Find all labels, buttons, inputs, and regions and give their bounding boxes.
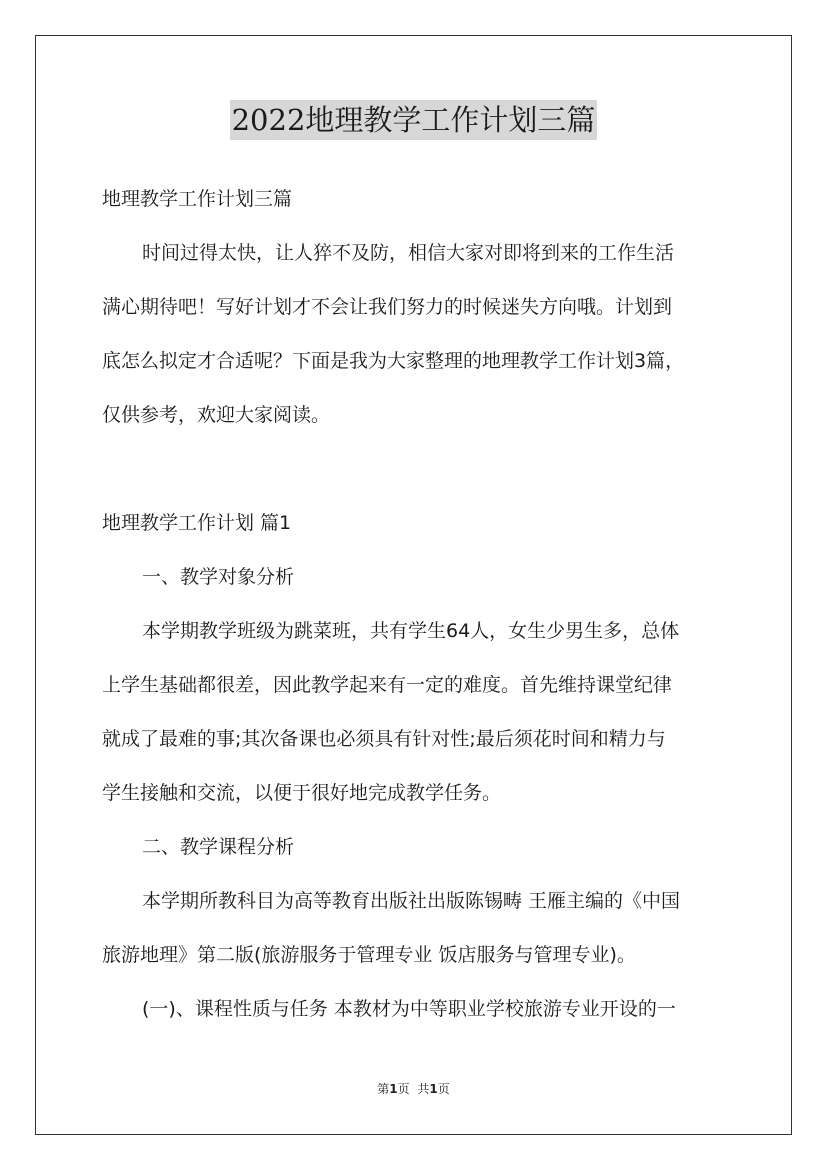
page-number: 1 (389, 1082, 398, 1096)
part1-heading: 一、教学对象分析 (142, 566, 295, 588)
page-suffix: 页 (397, 1082, 410, 1096)
spacer (102, 442, 730, 496)
part1-line-2: 上学生基础都很差，因此教学起来有一定的难度。首先维持课堂纪律 (102, 674, 673, 696)
part3-line: (一)、课程性质与任务 本教材为中等职业学校旅游专业开设的一 (142, 998, 676, 1020)
part1-line-3: 就成了最难的事;其次备课也必须具有针对性;最后须花时间和精力与 (102, 728, 666, 750)
section-heading: 地理教学工作计划 篇1 (102, 512, 292, 534)
part1-line-4: 学生接触和交流，以便于很好地完成教学任务。 (102, 782, 502, 804)
title-container (0, 100, 827, 140)
page-footer (0, 1080, 827, 1097)
part2-line-1: 本学期所教科目为高等教育出版社出版陈锡畴 王雁主编的《中国 (142, 890, 681, 912)
intro-line-4: 仅供参考，欢迎大家阅读。 (102, 404, 331, 426)
intro-line-3: 底怎么拟定才合适呢？下面是我为大家整理的地理教学工作计划3篇， (102, 350, 685, 372)
part1-line-1: 本学期教学班级为跳菜班，共有学生64人，女生少男生多，总体 (142, 620, 680, 642)
total-suffix: 页 (437, 1082, 450, 1096)
total-pages: 1 (429, 1082, 438, 1096)
intro-line-1: 时间过得太快，让人猝不及防，相信大家对即将到来的工作生活 (142, 242, 675, 264)
part2-line-2: 旅游地理》第二版(旅游服务于管理专业 饭店服务与管理专业)。 (102, 944, 636, 966)
page-prefix: 第 (377, 1082, 390, 1096)
intro-line-2: 满心期待吧！写好计划才不会让我们努力的时候迷失方向哦。计划到 (102, 296, 673, 318)
document-title: 2022地理教学工作计划三篇 (230, 100, 598, 140)
total-prefix: 共 (417, 1082, 430, 1096)
part2-heading: 二、教学课程分析 (142, 836, 295, 858)
document-body (102, 172, 730, 1036)
document-subtitle: 地理教学工作计划三篇 (102, 188, 293, 210)
